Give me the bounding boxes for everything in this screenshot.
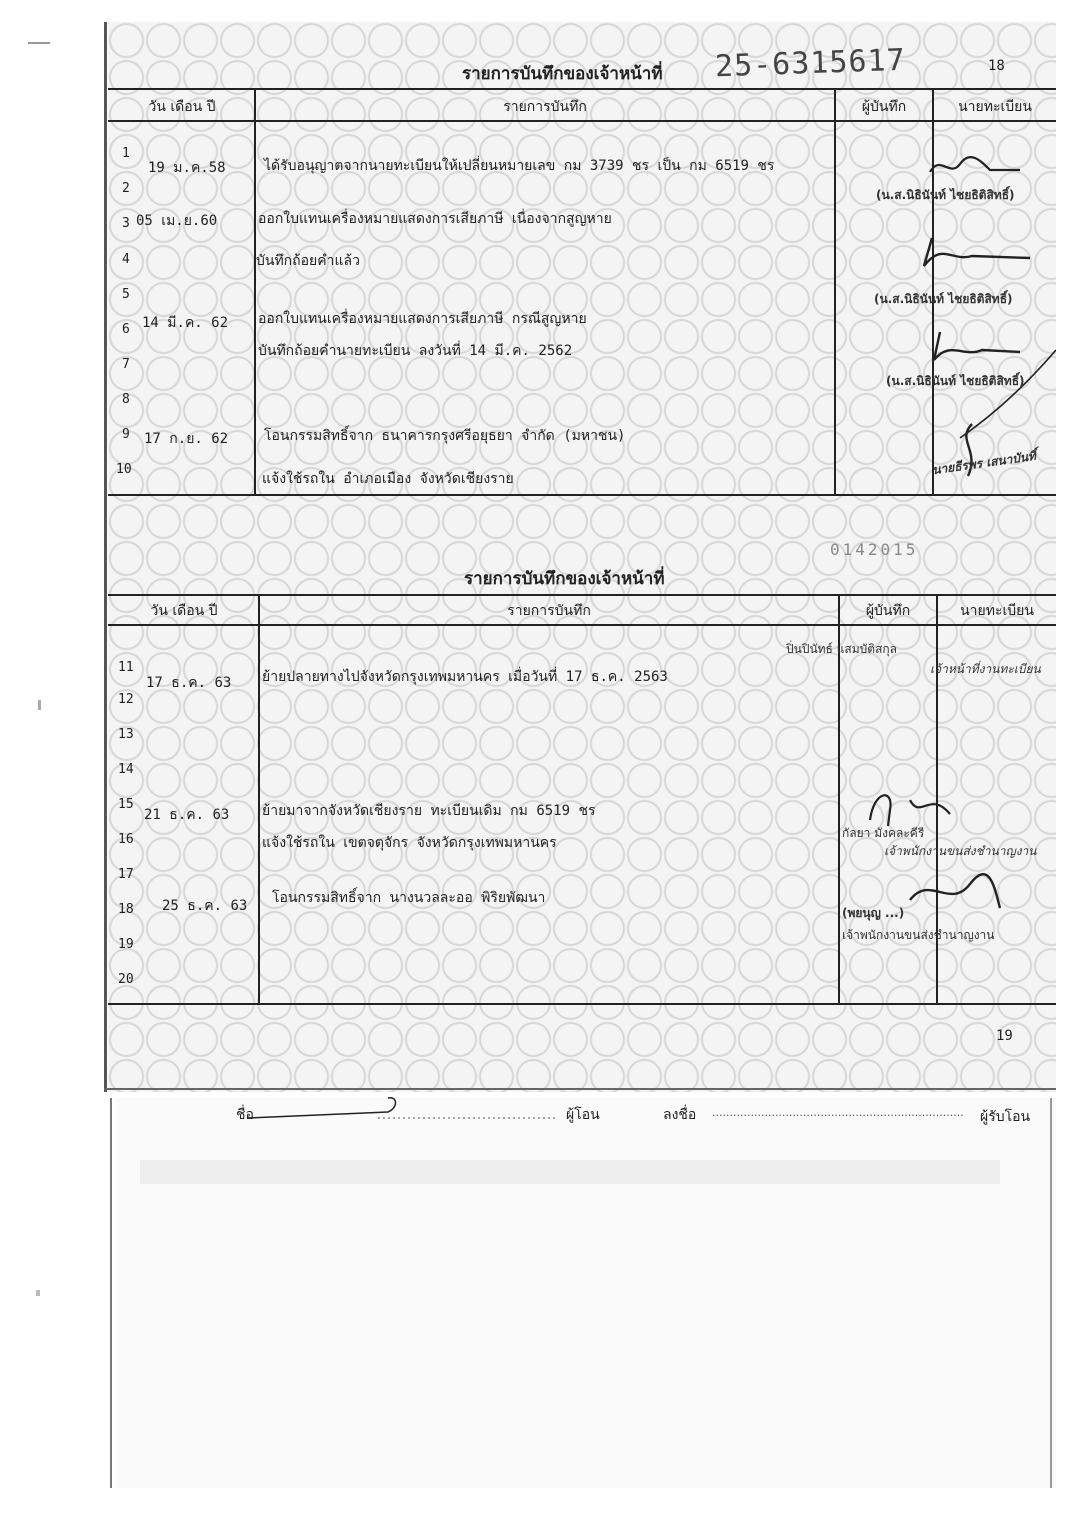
row-number: 15 — [118, 797, 134, 812]
entry-text: โอนกรรมสิทธิ์จาก นางนวลละออ พิริยพัฒนา — [272, 890, 546, 906]
lower-page-number: 19 — [996, 1028, 1013, 1044]
lower-col-date: วัน เดือน ปี — [150, 603, 218, 619]
recorder-title-3: เจ้าพนักงานขนส่งชำนาญงาน — [842, 928, 995, 942]
lower-col-registrar: นายทะเบียน — [960, 603, 1034, 619]
entry-date: 17 ก.ย. 62 — [144, 431, 229, 447]
upper-col-divider-2 — [834, 88, 836, 496]
page-left-border — [104, 22, 107, 1092]
registrar-signature-2 — [912, 232, 1042, 278]
row-number: 8 — [122, 392, 130, 407]
row-number: 12 — [118, 692, 134, 707]
lower-col-divider-1 — [258, 594, 260, 1005]
scan-speck — [28, 42, 50, 44]
row-number: 6 — [122, 322, 130, 337]
footer-dotted-line: ........................................................................ — [712, 1106, 964, 1119]
row-number: 7 — [122, 357, 130, 372]
lower-table-top-line — [108, 594, 1056, 596]
entry-date: 25 ธ.ค. 63 — [162, 898, 248, 914]
row-number: 1 — [122, 146, 130, 161]
entry-text: ย้ายปลายทางไปจังหวัดกรุงเทพมหานคร เมื่อวันที่ 17 ธ.ค. 2563 — [262, 669, 668, 685]
footer-scribble — [248, 1096, 558, 1126]
lower-table-header-line — [108, 624, 1056, 626]
upper-col-divider-1 — [254, 88, 256, 496]
bottom-right-border — [1050, 1098, 1052, 1488]
row-number: 13 — [118, 727, 134, 742]
faded-bottom-region — [115, 1098, 1056, 1488]
row-number: 16 — [118, 832, 134, 847]
row-number: 3 — [122, 216, 130, 231]
upper-page-number: 18 — [988, 58, 1005, 74]
registrar-name-1: (น.ส.นิธินันท์ ไชยธิติสิทธิ์) — [876, 188, 1015, 202]
lower-col-entry: รายการบันทึก — [507, 603, 591, 619]
row-number: 18 — [118, 902, 134, 917]
entry-text: บันทึกถ้อยคำนายทะเบียน ลงวันที่ 14 มี.ค. 2562 — [258, 343, 573, 359]
row-number: 9 — [122, 427, 130, 442]
recorder-signature-2 — [850, 780, 970, 830]
entry-text: ได้รับอนุญาตจากนายทะเบียนให้เปลี่ยนหมายเลข กม 3739 ชร เป็น กม 6519 ชร — [264, 158, 775, 174]
bottom-left-border — [110, 1098, 112, 1488]
upper-table-top-line — [108, 88, 1056, 90]
registrar-name-4: นายธีรพร เสนาบันทิ์ — [931, 448, 1037, 478]
scan-speck — [36, 1290, 40, 1296]
row-number: 2 — [122, 181, 130, 196]
recorder-name-3: (พยนุญ ...) — [842, 906, 905, 920]
entry-text: บันทึกถ้อยคำแล้ว — [256, 253, 360, 269]
row-number: 4 — [122, 252, 130, 267]
entry-text: ออกใบแทนเครื่องหมายแสดงการเสียภาษี เนื่องจากสูญหาย — [258, 211, 612, 227]
handwritten-registration-number: 25-6315617 — [714, 42, 907, 85]
row-number: 19 — [118, 937, 134, 952]
entry-date: 21 ธ.ค. 63 — [144, 807, 230, 823]
upper-col-date: วัน เดือน ปี — [148, 99, 216, 115]
upper-col-registrar: นายทะเบียน — [958, 99, 1032, 115]
entry-text: ออกใบแทนเครื่องหมายแสดงการเสียภาษี กรณีสูญหาย — [258, 311, 587, 327]
registrar-name-2: (น.ส.นิธินันท์ ไชยธิติสิทธิ์) — [874, 292, 1013, 306]
lower-col-recorder: ผู้บันทึก — [865, 603, 911, 619]
recorder-name-2: กัลยา มังคละคีรี — [842, 826, 925, 840]
entry-date: 05 เม.ย.60 — [136, 213, 218, 229]
upper-col-recorder: ผู้บันทึก — [861, 99, 907, 115]
registrar-signature-1 — [920, 150, 1030, 184]
entry-date: 19 ม.ค.58 — [148, 160, 226, 176]
scan-speck — [38, 700, 41, 710]
footer-name-label: ชื่อ — [236, 1107, 254, 1123]
entry-text: แจ้งใช้รถใน อำเภอเมือง จังหวัดเชียงราย — [262, 471, 514, 487]
row-number: 14 — [118, 762, 134, 777]
entry-date: 14 มี.ค. 62 — [142, 315, 229, 331]
row-number: 17 — [118, 867, 134, 882]
recorder-signature-3 — [900, 870, 1010, 914]
footer-receiver-label: ผู้รับโอน — [980, 1109, 1031, 1125]
entry-date: 17 ธ.ค. 63 — [146, 675, 232, 691]
footer-giver-label: ผู้โอน — [566, 1107, 600, 1123]
page-fold-line — [104, 1088, 1056, 1090]
lower-heading: รายการบันทึกของเจ้าหน้าที่ — [464, 569, 665, 589]
registrar-name-3: (น.ส.นิธินันท์ ไชยธิติสิทธิ์) — [886, 374, 1025, 388]
entry-text: โอนกรรมสิทธิ์จาก ธนาคารกรุงศรีอยุธยา จำกัด (มหาชน) — [264, 428, 626, 444]
entry-text: แจ้งใช้รถใน เขตจตุจักร จังหวัดกรุงเทพมหานคร — [262, 835, 557, 851]
row-number: 20 — [118, 972, 134, 987]
footer-sign-label: ลงชื่อ — [663, 1107, 697, 1123]
recorder-name-1: ปิ่นปินัทธ์ แสมบัติสกุล — [786, 642, 898, 656]
row-number: 11 — [118, 660, 134, 675]
lower-table-bottom-line — [108, 1003, 1056, 1005]
row-number: 10 — [116, 462, 132, 477]
scan-noise-band — [140, 1160, 1000, 1184]
recorder-title-2: เจ้าพนักงานขนส่งชำนาญงาน — [884, 844, 1037, 858]
upper-table-header-line — [108, 120, 1056, 122]
recorder-title-1: เจ้าหน้าที่งานทะเบียน — [930, 662, 1041, 676]
row-number: 5 — [122, 287, 130, 302]
stamp-number: 0142015 — [830, 540, 919, 559]
upper-col-entry: รายการบันทึก — [503, 99, 587, 115]
entry-text: ย้ายมาจากจังหวัดเชียงราย ทะเบียนเดิม กม 6519 ชร — [262, 803, 596, 819]
upper-heading: รายการบันทึกของเจ้าหน้าที่ — [462, 64, 663, 84]
upper-table-bottom-line — [108, 494, 1056, 496]
